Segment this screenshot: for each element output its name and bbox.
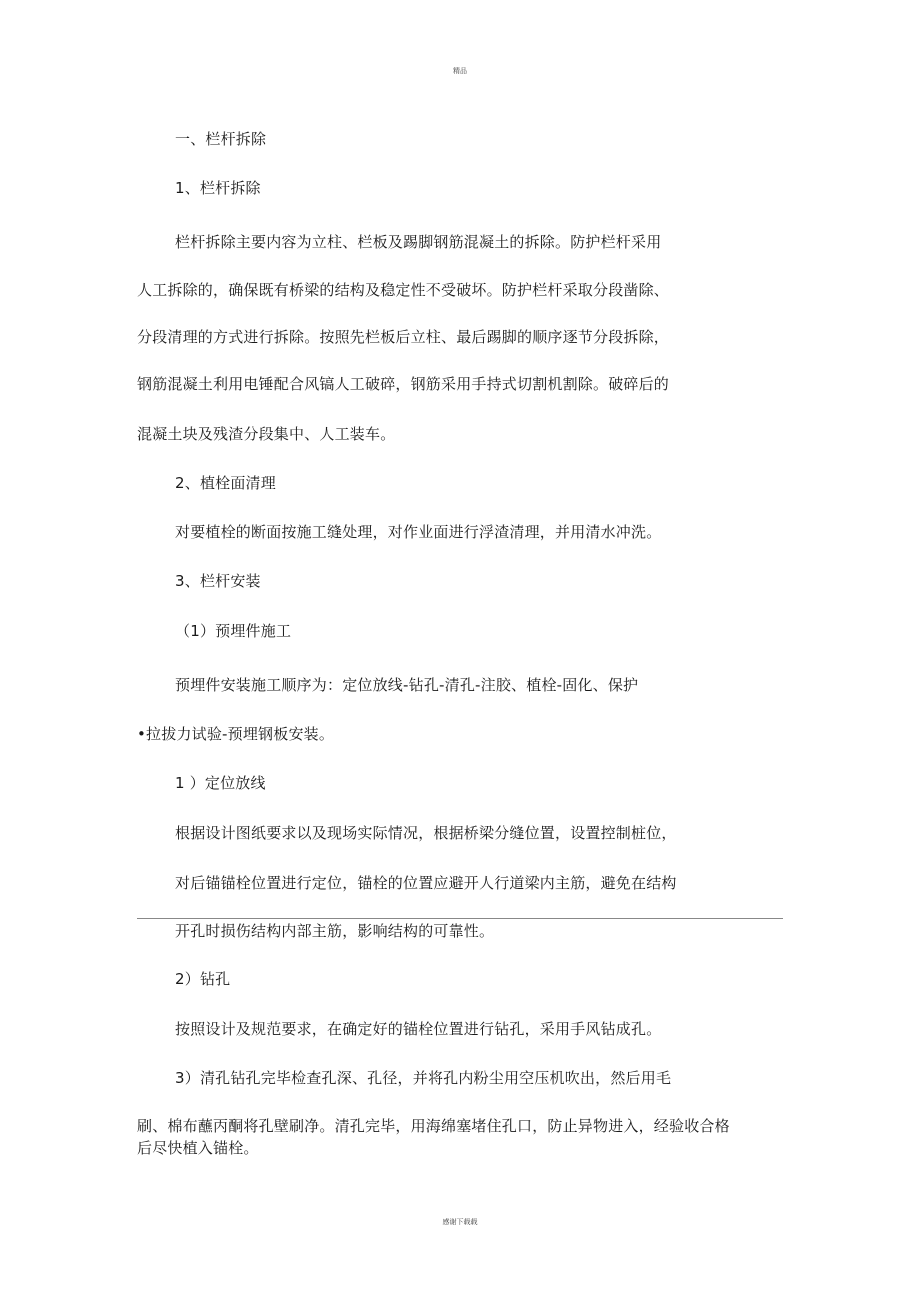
text-line: 栏杆拆除主要内容为立柱、栏板及踢脚钢筋混凝土的拆除。防护栏杆采用 [175, 233, 662, 251]
text-line: 刷、棉布蘸丙酮将孔壁刷净。清孔完毕，用海绵塞堵住孔口，防止异物进入，经验收合格 [137, 1117, 730, 1135]
text-line: 2、植栓面清理 [175, 474, 276, 492]
text-line: 开孔时损伤结构内部主筋，影响结构的可靠性。 [175, 922, 495, 940]
text-line: 3）清孔钻孔完毕检查孔深、孔径，并将孔内粉尘用空压机吹出，然后用毛 [175, 1069, 672, 1087]
text-line: 混凝土块及残渣分段集中、人工装车。 [137, 425, 396, 443]
horizontal-divider [137, 918, 783, 919]
text-line: •拉拔力试验-预埋钢板安装。 [137, 725, 335, 743]
text-line: 分段清理的方式进行拆除。按照先栏板后立柱、最后踢脚的顺序逐节分段拆除， [137, 328, 670, 346]
text-line: （1）预埋件施工 [175, 622, 292, 640]
text-line: 对要植栓的断面按施工缝处理，对作业面进行浮渣清理，并用清水冲洗。 [175, 523, 662, 541]
text-line: 根据设计图纸要求以及现场实际情况，根据桥梁分缝位置，设置控制桩位， [175, 824, 677, 842]
text-line: 1、栏杆拆除 [175, 179, 261, 197]
text-line: 后尽快植入锚栓。 [137, 1139, 259, 1157]
page-header: 精品 [453, 67, 467, 75]
text-line: 一、栏杆拆除 [175, 130, 267, 148]
text-line: 1 ）定位放线 [175, 774, 266, 792]
page-footer: 感谢下载载 [442, 1218, 478, 1226]
text-line: 2）钻孔 [175, 970, 231, 988]
text-line: 3、栏杆安装 [175, 572, 261, 590]
text-line: 钢筋混凝土利用电锤配合风镐人工破碎，钢筋采用手持式切割机割除。破碎后的 [137, 375, 670, 393]
text-line: 预埋件安装施工顺序为：定位放线-钻孔-清孔-注胶、植栓-固化、保护 [175, 676, 639, 694]
text-line: 按照设计及规范要求，在确定好的锚栓位置进行钻孔，采用手风钻成孔。 [175, 1020, 662, 1038]
text-line: 人工拆除的，确保既有桥梁的结构及稳定性不受破坏。防护栏杆采取分段凿除、 [137, 281, 670, 299]
text-line: 对后锚锚栓位置进行定位，锚栓的位置应避开人行道梁内主筋，避免在结构 [175, 874, 677, 892]
